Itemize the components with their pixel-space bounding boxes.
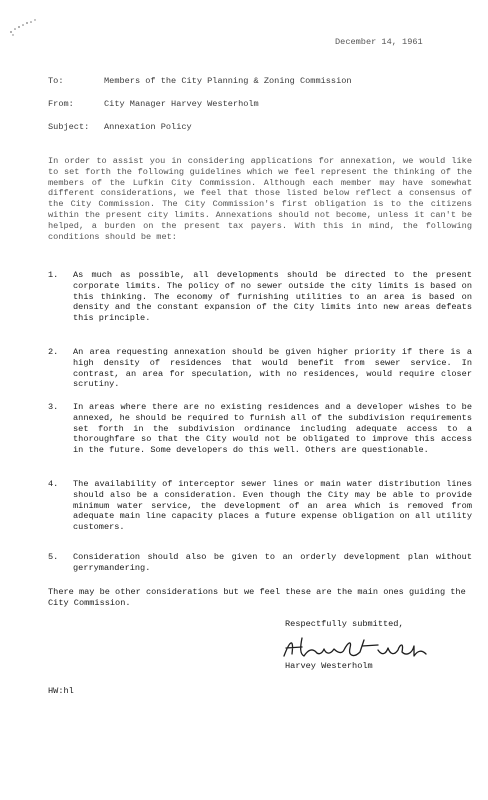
condition-item	[48, 270, 472, 324]
condition-item	[48, 347, 472, 390]
valediction: Respectfully submitted,	[285, 619, 404, 629]
condition-text: In areas where there are no existing residences and a developer wishes to be annexed, he should be required to furnish all of the subdivision requirements set forth in the subdivision ordinance including adequate access to a thoroughfare so that the City would not be obligated to improve this access in the future. Some developers do this well. Others are questionable.	[73, 402, 472, 456]
condition-item	[48, 402, 472, 456]
from-line	[48, 99, 468, 110]
condition-text: The availability of interceptor sewer lines or main water distribution lines should also be a consideration. Even though the City may be able to provide minimum water service, the development of an area which is removed from adequate main line capacity places a future expense obligation on all utility customers.	[73, 479, 472, 533]
scan-speck-marks	[8, 16, 44, 38]
to-value: Members of the City Planning & Zoning Commission	[104, 76, 352, 86]
condition-number: 4.	[48, 479, 59, 489]
condition-number: 3.	[48, 402, 59, 412]
to-line	[48, 76, 468, 87]
from-value: City Manager Harvey Westerholm	[104, 99, 259, 109]
subject-label: Subject:	[48, 122, 90, 132]
signer-name: Harvey Westerholm	[285, 661, 373, 671]
condition-text: Consideration should also be given to an orderly development plan without gerrymandering.	[73, 552, 472, 573]
intro-paragraph: In order to assist you in considering applications for annexation, we would like to set forth the following guidelines which we feel represent the thinking of the members of the Lufkin City Commission. Although each member may have somewhat different considerations, we feel that those listed below reflect a consensus of the City Commission. The City Commission's first obligation is to the citizens within the present city limits. Annexations should not become, unless it can't be helped, a burden on the present tax payers. With this in mind, the following conditions should be met:	[48, 156, 472, 242]
condition-item	[48, 479, 472, 533]
condition-number: 2.	[48, 347, 59, 357]
handwritten-signature	[282, 634, 432, 664]
from-label: From:	[48, 99, 74, 109]
subject-line	[48, 122, 468, 133]
closing-paragraph: There may be other considerations but we feel these are the main ones guiding the City Commission.	[48, 587, 466, 608]
condition-item	[48, 552, 472, 574]
typist-initials: HW:hl	[48, 686, 74, 696]
condition-number: 1.	[48, 270, 59, 280]
letter-date: December 14, 1961	[335, 37, 423, 47]
subject-value: Annexation Policy	[104, 122, 192, 132]
condition-number: 5.	[48, 552, 59, 562]
condition-text: As much as possible, all developments should be directed to the present corporate limits. The policy of no sewer outside the city limits is based on this thinking. The economy of furnishing utilities to an area is based on density and the constant expansion of the City limits into new areas defeats this principle.	[73, 270, 472, 324]
condition-text: An area requesting annexation should be given higher priority if there is a high density of residences that would benefit from sewer service. In contrast, an area for speculation, with no residences, would require closer scrutiny.	[73, 347, 472, 390]
to-label: To:	[48, 76, 64, 86]
